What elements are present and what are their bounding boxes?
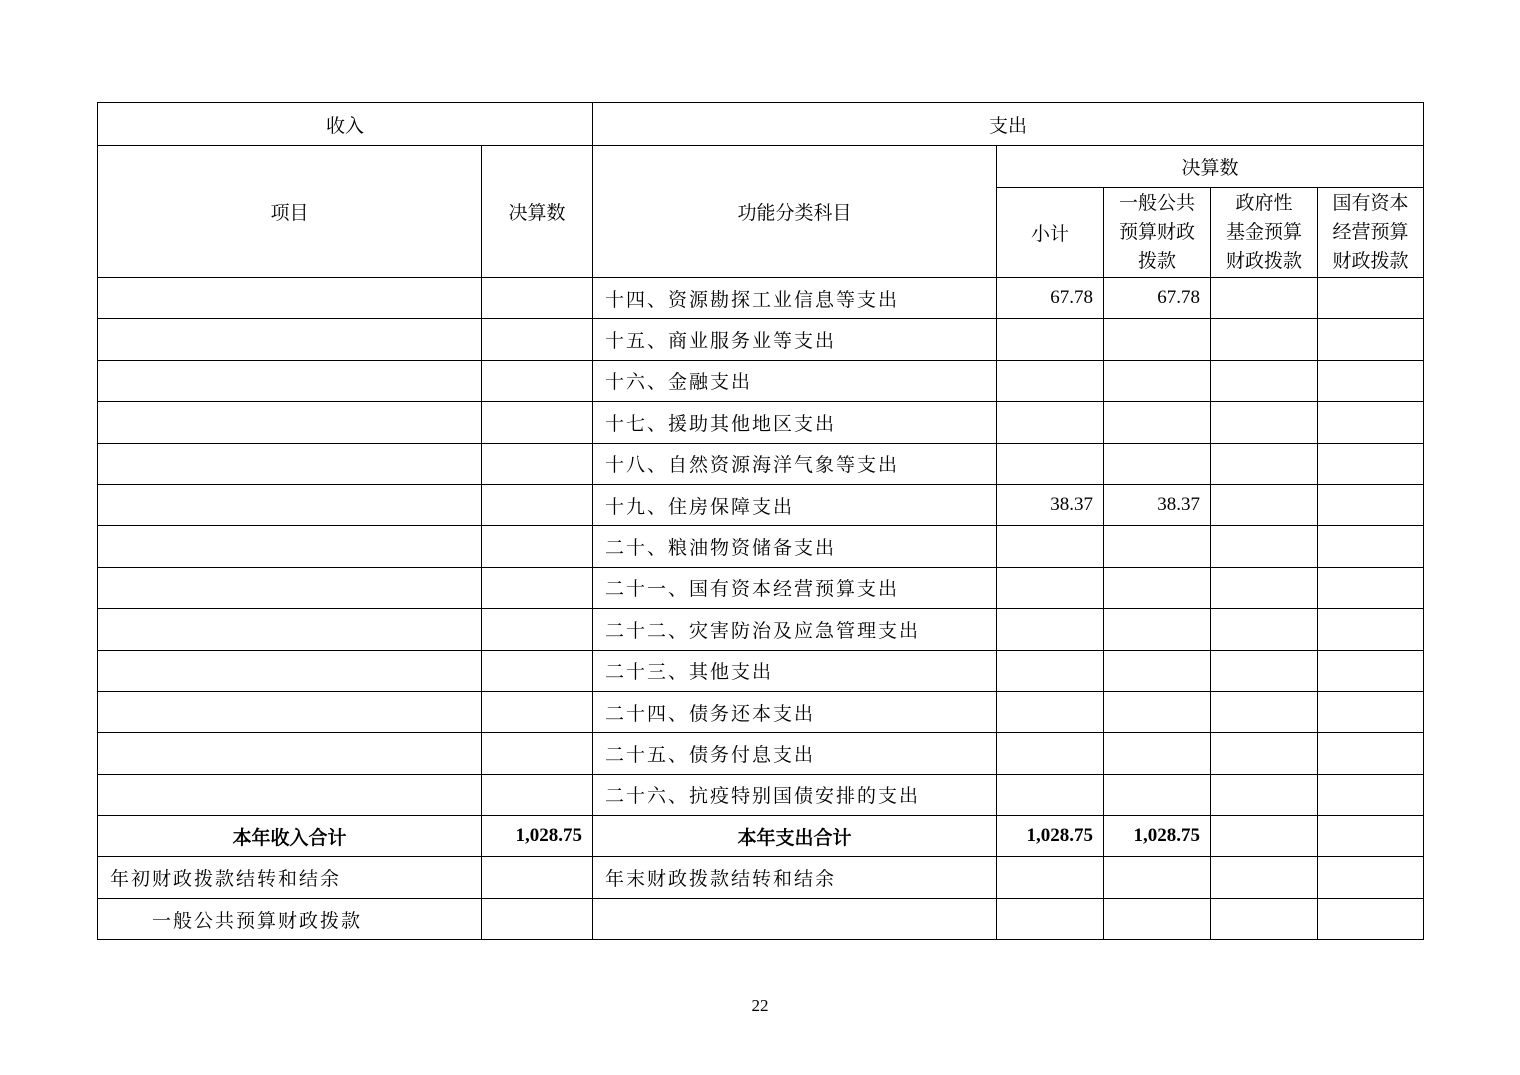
- carryover-general-row: [98, 898, 1424, 939]
- category-cell: 十四、资源勘探工业信息等支出: [593, 278, 997, 319]
- carryover-general-category: [593, 898, 997, 939]
- carryover-row: [98, 857, 1424, 898]
- income-amount-cell: [482, 278, 593, 319]
- state-capital-cell: [1318, 402, 1424, 443]
- state-capital-cell: [1318, 443, 1424, 484]
- state-capital-cell: [1318, 278, 1424, 319]
- subtotal-header: 小计: [997, 188, 1104, 278]
- general-budget-cell: 38.37: [1104, 484, 1211, 525]
- category-cell: 二十四、债务还本支出: [593, 691, 997, 732]
- state-capital-cell: [1318, 733, 1424, 774]
- carryover-end-general: [1104, 857, 1211, 898]
- income-total-amount: 1,028.75: [482, 816, 593, 857]
- general-budget-cell: [1104, 567, 1211, 608]
- general-budget-header-line2: 预算财政: [1119, 221, 1196, 243]
- general-budget-cell: [1104, 609, 1211, 650]
- table-row: [98, 484, 1424, 525]
- income-amount-cell: [482, 319, 593, 360]
- income-item-cell: [98, 691, 482, 732]
- income-item-cell: [98, 402, 482, 443]
- state-capital-cell: [1318, 691, 1424, 732]
- state-capital-cell: [1318, 774, 1424, 815]
- category-cell: 十七、援助其他地区支出: [593, 402, 997, 443]
- category-cell: 十八、自然资源海洋气象等支出: [593, 443, 997, 484]
- expense-amount-header: 决算数: [997, 146, 1424, 188]
- gov-fund-cell: [1211, 319, 1318, 360]
- gov-fund-cell: [1211, 609, 1318, 650]
- subtotal-cell: [997, 360, 1104, 401]
- carryover-general-amount: [482, 898, 593, 939]
- category-cell: 十五、商业服务业等支出: [593, 319, 997, 360]
- expense-total-gov-fund: [1211, 816, 1318, 857]
- item-header: 项目: [98, 146, 482, 278]
- income-item-cell: [98, 733, 482, 774]
- table-row: [98, 443, 1424, 484]
- subtotal-cell: [997, 402, 1104, 443]
- income-header: 收入: [98, 103, 593, 146]
- gov-fund-cell: [1211, 402, 1318, 443]
- table-row: [98, 609, 1424, 650]
- table-row: [98, 774, 1424, 815]
- subtotal-cell: [997, 650, 1104, 691]
- category-cell: 二十六、抗疫特别国债安排的支出: [593, 774, 997, 815]
- carryover-begin-label: 年初财政拨款结转和结余: [98, 857, 482, 898]
- income-item-cell: [98, 319, 482, 360]
- category-cell: 二十三、其他支出: [593, 650, 997, 691]
- header-row-2: [98, 146, 1424, 188]
- expense-total-label: 本年支出合计: [593, 816, 997, 857]
- subtotal-cell: [997, 691, 1104, 732]
- income-amount-cell: [482, 402, 593, 443]
- general-budget-header: [1104, 188, 1211, 278]
- function-category-header: 功能分类科目: [593, 146, 997, 278]
- table-row: [98, 360, 1424, 401]
- table-row: [98, 319, 1424, 360]
- table-row: [98, 402, 1424, 443]
- general-budget-cell: [1104, 443, 1211, 484]
- carryover-general-subtotal: [997, 898, 1104, 939]
- income-amount-cell: [482, 609, 593, 650]
- state-capital-header-line3: 财政拨款: [1332, 250, 1409, 272]
- subtotal-cell: [997, 733, 1104, 774]
- state-capital-cell: [1318, 609, 1424, 650]
- gov-fund-header-line3: 财政拨款: [1226, 250, 1303, 272]
- income-total-label: 本年收入合计: [98, 816, 482, 857]
- income-item-cell: [98, 443, 482, 484]
- category-cell: 二十二、灾害防治及应急管理支出: [593, 609, 997, 650]
- table-row: [98, 567, 1424, 608]
- carryover-general-general: [1104, 898, 1211, 939]
- gov-fund-cell: [1211, 484, 1318, 525]
- income-amount-cell: [482, 443, 593, 484]
- data-rows: [98, 278, 1424, 816]
- category-cell: 二十一、国有资本经营预算支出: [593, 567, 997, 608]
- totals-row: [98, 816, 1424, 857]
- carryover-end-subtotal: [997, 857, 1104, 898]
- expense-total-state-capital: [1318, 816, 1424, 857]
- gov-fund-cell: [1211, 360, 1318, 401]
- subtotal-cell: [997, 567, 1104, 608]
- income-item-cell: [98, 567, 482, 608]
- general-budget-cell: [1104, 774, 1211, 815]
- carryover-end-gov-fund: [1211, 857, 1318, 898]
- gov-fund-cell: [1211, 278, 1318, 319]
- gov-fund-cell: [1211, 774, 1318, 815]
- general-budget-cell: [1104, 402, 1211, 443]
- subtotal-cell: [997, 774, 1104, 815]
- income-amount-cell: [482, 567, 593, 608]
- table-row: [98, 526, 1424, 567]
- income-amount-cell: [482, 484, 593, 525]
- gov-fund-cell: [1211, 443, 1318, 484]
- subtotal-cell: [997, 609, 1104, 650]
- expense-header: 支出: [593, 103, 1424, 146]
- general-budget-cell: [1104, 691, 1211, 732]
- subtotal-cell: [997, 526, 1104, 567]
- state-capital-cell: [1318, 650, 1424, 691]
- state-capital-cell: [1318, 526, 1424, 567]
- income-item-cell: [98, 774, 482, 815]
- gov-fund-cell: [1211, 691, 1318, 732]
- subtotal-cell: [997, 319, 1104, 360]
- gov-fund-header-line2: 基金预算: [1226, 221, 1303, 243]
- gov-fund-cell: [1211, 526, 1318, 567]
- carryover-end-state-capital: [1318, 857, 1424, 898]
- carryover-general-gov-fund: [1211, 898, 1318, 939]
- gov-fund-cell: [1211, 733, 1318, 774]
- state-capital-cell: [1318, 319, 1424, 360]
- general-budget-cell: [1104, 319, 1211, 360]
- gov-fund-cell: [1211, 567, 1318, 608]
- category-cell: 十九、住房保障支出: [593, 484, 997, 525]
- gov-fund-header: [1211, 188, 1318, 278]
- income-amount-cell: [482, 526, 593, 567]
- page-number: 22: [751, 996, 769, 1015]
- income-amount-cell: [482, 691, 593, 732]
- state-capital-header: [1318, 188, 1424, 278]
- table-row: [98, 278, 1424, 319]
- income-item-cell: [98, 360, 482, 401]
- category-cell: 二十五、债务付息支出: [593, 733, 997, 774]
- subtotal-cell: 38.37: [997, 484, 1104, 525]
- general-budget-cell: 67.78: [1104, 278, 1211, 319]
- header-row-1: [98, 103, 1424, 146]
- state-capital-header-line2: 经营预算: [1332, 221, 1409, 243]
- carryover-general-label: 一般公共预算财政拨款: [98, 898, 482, 939]
- carryover-end-label: 年末财政拨款结转和结余: [593, 857, 997, 898]
- carryover-begin-amount: [482, 857, 593, 898]
- general-budget-cell: [1104, 526, 1211, 567]
- table-row: [98, 691, 1424, 732]
- category-cell: 二十、粮油物资储备支出: [593, 526, 997, 567]
- income-amount-cell: [482, 650, 593, 691]
- state-capital-cell: [1318, 567, 1424, 608]
- carryover-general-state-capital: [1318, 898, 1424, 939]
- income-item-cell: [98, 650, 482, 691]
- state-capital-cell: [1318, 484, 1424, 525]
- state-capital-header-line1: 国有资本: [1332, 192, 1409, 214]
- expense-total-subtotal: 1,028.75: [997, 816, 1104, 857]
- general-budget-cell: [1104, 360, 1211, 401]
- income-item-cell: [98, 609, 482, 650]
- table-row: [98, 733, 1424, 774]
- subtotal-cell: [997, 443, 1104, 484]
- income-amount-header: 决算数: [482, 146, 593, 278]
- category-cell: 十六、金融支出: [593, 360, 997, 401]
- gov-fund-header-line1: 政府性: [1235, 192, 1293, 214]
- budget-table: [97, 102, 1424, 940]
- expense-total-general: 1,028.75: [1104, 816, 1211, 857]
- table-row: [98, 650, 1424, 691]
- general-budget-cell: [1104, 650, 1211, 691]
- general-budget-header-line1: 一般公共: [1119, 192, 1196, 214]
- income-amount-cell: [482, 733, 593, 774]
- general-budget-cell: [1104, 733, 1211, 774]
- state-capital-cell: [1318, 360, 1424, 401]
- income-amount-cell: [482, 360, 593, 401]
- income-item-cell: [98, 526, 482, 567]
- income-item-cell: [98, 278, 482, 319]
- general-budget-header-line3: 拨款: [1138, 250, 1177, 272]
- income-item-cell: [98, 484, 482, 525]
- gov-fund-cell: [1211, 650, 1318, 691]
- income-amount-cell: [482, 774, 593, 815]
- subtotal-cell: 67.78: [997, 278, 1104, 319]
